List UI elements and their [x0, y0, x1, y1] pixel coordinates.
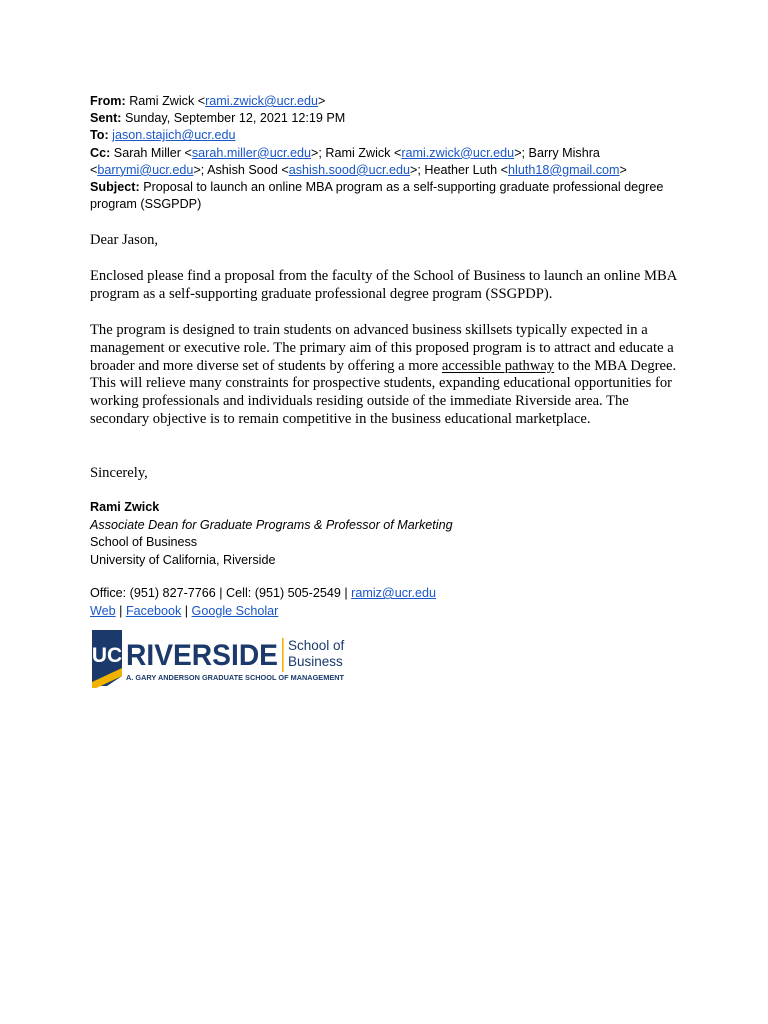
cc-email-link[interactable]: rami.zwick@ucr.edu — [401, 145, 515, 160]
from-close: > — [317, 94, 326, 108]
contact-email-link[interactable]: ramiz@ucr.edu — [351, 586, 437, 600]
from-line — [90, 93, 690, 110]
signature-block — [90, 499, 590, 569]
to-line — [90, 127, 690, 144]
contact-phones-line — [90, 585, 650, 603]
logo-school-line2: Business — [288, 654, 343, 669]
body-paragraph-1: Enclosed please find a proposal from the faculty of the School of Business to launch an online MBA program as a self-supporting graduate professional degree program (SSGPDP). — [90, 268, 677, 302]
sent-label: Sent: — [90, 111, 122, 126]
cc-recipient-name: Barry Mishra — [528, 145, 600, 160]
signature-name: Rami Zwick — [90, 500, 160, 514]
body-paragraph-2 — [90, 322, 686, 429]
ucr-business-logo — [92, 628, 354, 688]
cc-recipient-4 — [207, 163, 424, 177]
subject-label: Subject: — [90, 180, 140, 195]
cc-separator: >; — [193, 162, 208, 177]
from-name: Rami Zwick < — [129, 94, 206, 108]
facebook-link[interactable]: Facebook — [125, 603, 182, 618]
cc-email-link[interactable]: barrymi@ucr.edu — [97, 162, 194, 177]
cc-email-link[interactable]: hluth18@gmail.com — [508, 162, 620, 177]
cc-email-link[interactable]: ashish.sood@ucr.edu — [288, 162, 410, 177]
web-link[interactable]: Web — [90, 603, 116, 618]
cc-recipient-name: Ashish Sood < — [207, 162, 289, 177]
cc-email-link[interactable]: sarah.miller@ucr.edu — [191, 145, 312, 160]
cc-line — [90, 145, 690, 179]
sent-line — [90, 110, 690, 127]
cc-recipient-name: Rami Zwick < — [325, 145, 402, 160]
contact-block — [90, 585, 650, 620]
logo-school-line1: School of — [288, 638, 345, 653]
from-label: From: — [90, 94, 126, 108]
subject-line — [90, 179, 690, 213]
cc-separator: >; — [311, 145, 326, 160]
link-separator: | — [115, 603, 126, 618]
subject-value: Proposal to launch an online MBA program as a self-supporting graduate professional degree program (SSGPDP) — [90, 180, 664, 212]
cc-recipient-5 — [424, 163, 627, 177]
cc-recipient-open: < — [90, 162, 98, 177]
cc-recipient-1 — [114, 146, 326, 160]
phone-numbers: Office: (951) 827-7766 | Cell: (951) 505-2549 | — [90, 586, 352, 600]
cc-separator: >; — [410, 162, 425, 177]
logo-tagline: A. GARY ANDERSON GRADUATE SCHOOL OF MANAGEMENT — [126, 673, 345, 682]
cc-recipient-name: Heather Luth < — [424, 162, 509, 177]
to-email-link[interactable]: jason.stajich@ucr.edu — [112, 128, 236, 143]
cc-recipient-name: Sarah Miller < — [113, 145, 192, 160]
contact-links-line — [90, 603, 650, 621]
greeting: Dear Jason, — [90, 232, 159, 248]
logo-riverside-text: RIVERSIDE — [126, 639, 278, 672]
para2-text-end: to the MBA Degree. This will relieve many constraints for prospective students, expanding educational opportunities for working professionals and individuals residing outside of the immediate Riverside area. The secondary objective is to remain competitive in the business educational marketplace. — [90, 357, 677, 427]
to-label: To: — [90, 128, 109, 143]
logo-divider — [282, 638, 284, 672]
signature-school: School of Business — [90, 535, 198, 550]
cc-separator: > — [619, 162, 627, 177]
email-header — [90, 93, 690, 213]
logo-uc-text: UC — [92, 644, 123, 667]
from-email-link[interactable]: rami.zwick@ucr.edu — [205, 94, 318, 108]
closing: Sincerely, — [90, 465, 148, 481]
sent-value: Sunday, September 12, 2021 12:19 PM — [124, 111, 346, 126]
signature-title: Associate Dean for Graduate Programs & Professor of Marketing — [90, 517, 453, 532]
cc-separator: >; — [514, 145, 529, 160]
signature-university: University of California, Riverside — [90, 552, 276, 567]
para2-text-start: The program is designed to train students on advanced business skillsets typically expected in a management or executive role. The primary aim of this proposed program is to attract and educate a broader and more diverse set of students by offering a more — [90, 322, 674, 374]
google-scholar-link[interactable]: Google Scholar — [191, 603, 279, 618]
cc-recipient-2 — [325, 146, 528, 160]
accessible-pathway-link[interactable]: accessible pathway — [441, 357, 555, 374]
link-separator: | — [181, 603, 192, 618]
cc-label: Cc: — [90, 145, 111, 160]
